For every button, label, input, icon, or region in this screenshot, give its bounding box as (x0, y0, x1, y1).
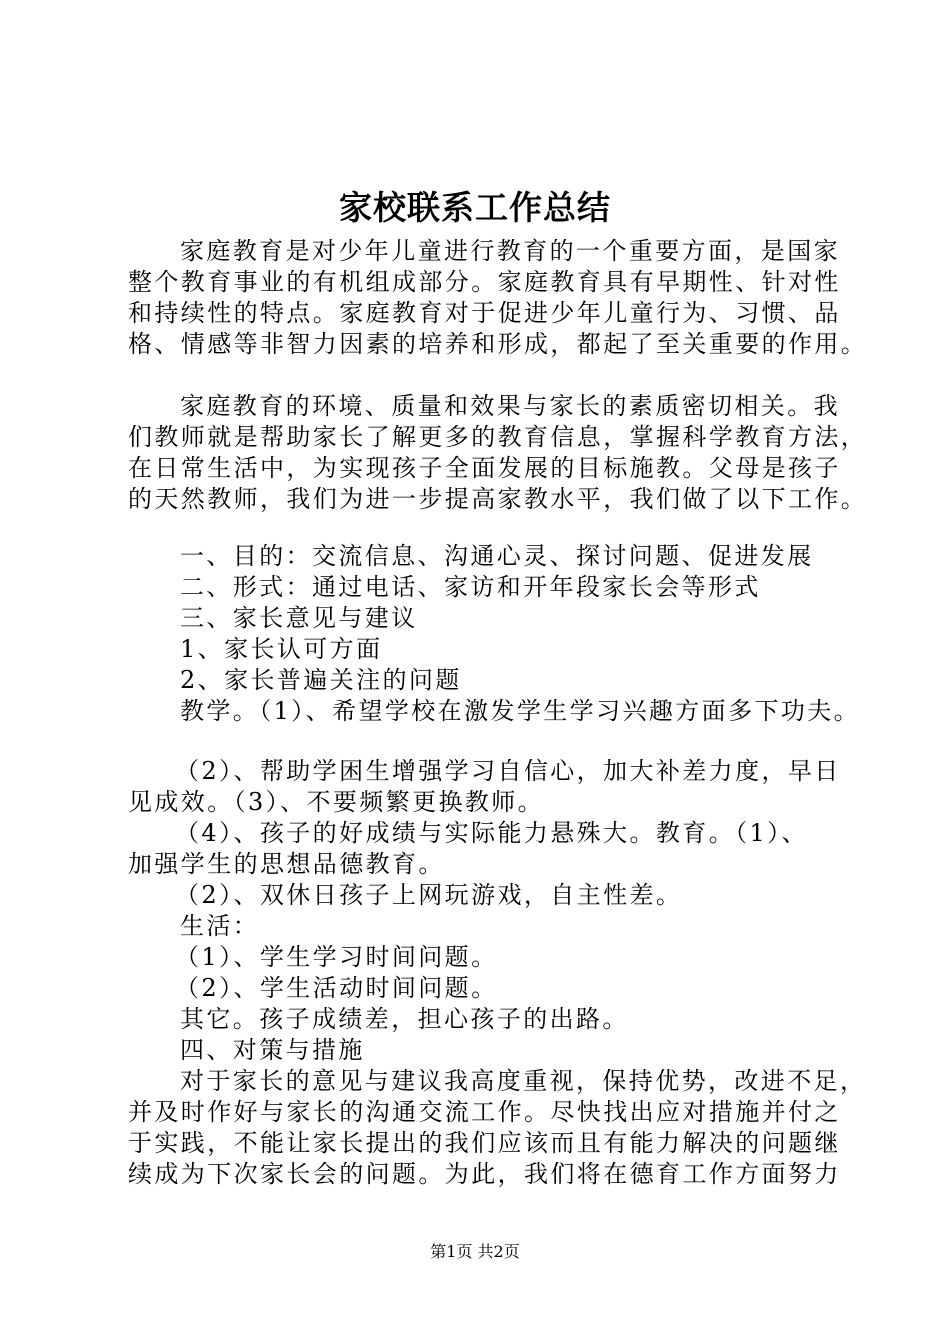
paragraph-line: 教学。（1）、希望学校在激发学生学习兴趣方面多下功夫。 (180, 697, 861, 725)
paragraph-line: 和持续性的特点。家庭教育对于促进少年儿童行为、习惯、品 (128, 299, 841, 327)
document-title: 家校联系工作总结 (339, 188, 611, 227)
paragraph-line: 2、家长普遍关注的问题 (180, 666, 462, 694)
paragraph-line: 二、形式：通过电话、家访和开年段家长会等形式 (180, 573, 761, 601)
paragraph-line: 见成效。（3）、不要频繁更换教师。 (128, 788, 545, 816)
paragraph-line: 的天然教师，我们为进一步提高家教水平，我们做了以下工作。 (128, 485, 868, 513)
paragraph-line: 生活： (180, 912, 260, 940)
paragraph-line: 家庭教育是对少年儿童进行教育的一个重要方面，是国家 (180, 237, 840, 265)
paragraph-line: 其它。孩子成绩差，担心孩子的出路。 (180, 1005, 629, 1033)
paragraph-line: 格、情感等非智力因素的培养和形成，都起了至关重要的作用。 (128, 330, 868, 358)
paragraph-line: 四、对策与措施 (180, 1036, 365, 1064)
paragraph-line: （2）、双休日孩子上网玩游戏，自主性差。 (175, 881, 683, 909)
paragraph-line: （2）、学生活动时间问题。 (175, 974, 498, 1002)
paragraph-line: 在日常生活中，为实现孩子全面发展的目标施教。父母是孩子 (128, 454, 841, 482)
page-number-footer: 第1页 共2页 (430, 1242, 520, 1261)
paragraph-line: 并及时作好与家长的沟通交流工作。尽快找出应对措施并付之 (128, 1098, 841, 1126)
paragraph-line: 加强学生的思想品德教育。 (128, 850, 445, 878)
paragraph-line: 续成为下次家长会的问题。为此，我们将在德育工作方面努力 (128, 1160, 841, 1188)
paragraph-line: 家庭教育的环境、质量和效果与家长的素质密切相关。我 (180, 392, 840, 420)
paragraph-line: 三、家长意见与建议 (180, 604, 418, 632)
paragraph-line: 对于家长的意见与建议我高度重视，保持优势，改进不足， (180, 1067, 867, 1095)
paragraph-line: （4）、孩子的好成绩与实际能力悬殊大。教育。（1）、 (175, 819, 808, 847)
paragraph-line: 整个教育事业的有机组成部分。家庭教育具有早期性、针对性 (128, 268, 841, 296)
paragraph-line: 1、家长认可方面 (180, 635, 383, 663)
paragraph-line: （2）、帮助学困生增强学习自信心，加大补差力度，早日 (175, 757, 841, 785)
paragraph-line: （1）、学生学习时间问题。 (175, 943, 498, 971)
paragraph-line: 一、目的：交流信息、沟通心灵、探讨问题、促进发展 (180, 542, 814, 570)
paragraph-line: 们教师就是帮助家长了解更多的教育信息，掌握科学教育方法， (128, 423, 868, 451)
paragraph-line: 于实践，不能让家长提出的我们应该而且有能力解决的问题继 (128, 1129, 841, 1157)
